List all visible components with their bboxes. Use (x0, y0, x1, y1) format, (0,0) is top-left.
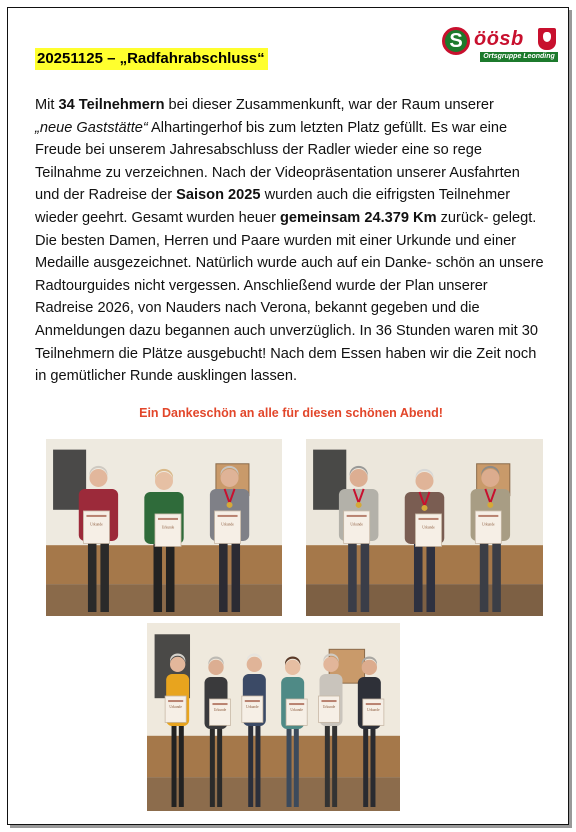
page-title: 20251125 – „Radfahrabschluss“ (35, 48, 268, 70)
logo-wordmark: öösb (474, 28, 524, 50)
certificate (242, 696, 263, 722)
certificate (318, 696, 339, 722)
closing-thanks: Ein Dankeschön an alle für diesen schönen Abend! (139, 406, 443, 420)
certificate-label: Urkunde (169, 704, 182, 709)
person-head (89, 469, 107, 487)
certificate (363, 699, 384, 725)
person-head (247, 657, 262, 672)
venue-emphasis: „neue Gaststätte“ (35, 119, 148, 136)
photo-floor (147, 777, 400, 811)
logo-subtitle: Ortsgruppe Leonding (480, 52, 558, 62)
certificate-heading-line (158, 518, 178, 520)
photo-floor (46, 584, 282, 616)
certificate-label: Urkunde (213, 707, 227, 712)
total-distance: gemeinsam 24.379 Km (279, 209, 437, 226)
certificate-label: Urkunde (350, 522, 363, 527)
person-head (481, 469, 499, 487)
medal-icon (487, 502, 493, 508)
certificate (165, 696, 186, 722)
person-head (221, 469, 239, 487)
certificate-label: Urkunde (161, 525, 175, 530)
certificate (209, 699, 230, 725)
certificate-heading-line (419, 518, 439, 520)
certificate-heading-line (245, 700, 260, 702)
person-head (323, 657, 338, 672)
certificate-label: Urkunde (482, 522, 495, 527)
photo-floor (306, 584, 543, 616)
certificate-label: Urkunde (246, 704, 259, 709)
certificate-heading-line (212, 703, 227, 705)
certificate-label: Urkunde (367, 707, 380, 712)
photo-three-men-medals (306, 439, 543, 616)
medal-icon (227, 502, 233, 508)
person-head (416, 472, 434, 490)
person-head (208, 660, 223, 675)
wood-paneling (306, 545, 543, 584)
certificate-heading-line (168, 700, 183, 702)
medal-icon (422, 505, 428, 511)
certificate-label: Urkunde (422, 525, 435, 530)
certificate-heading-line (218, 515, 238, 517)
photo-three-women-certificates (46, 439, 282, 616)
person-head (362, 660, 377, 675)
person-head (350, 469, 368, 487)
certificate-heading-line (347, 515, 367, 517)
article-body: Mit 34 Teilnehmern bei dieser Zusammenkunft, war der Raum unserer „neue Gaststätte“ Alhartingerhof bis zum letzten Platz gefüllt. Es war eine Freude bei unserem Jahresabschluss der Radler wieder eine so rege Teilnahme zu verzeichnen. Nach der Videopräsentation unserer Ausfahrten und der Radreise der Saison 2025 wurden auch die eifrigsten Teilnehmer wieder geehrt. Gesamt wurden heuer gemeinsam 24.379 Km zurück- gelegt. Die besten Damen, Herren und Paare wurden mit einer Urkunde und einer Medaille ausgezeichnet. Natürlich wurde auch auf ein Danke- schön an unsere Radtourguides nicht vergessen. Anschließend wurde der Plan unserer Radreise 2026, von Nauders nach Verona, bekannt gegeben und die Anmeldungen dazu begannen auch unverzüglich. In 36 Stunden waren mit 30 Teilnehmern die Plätze ausgebucht! Nach dem Essen haben wir die Zeit noch in gemütlicher Runde ausklingen lassen. (35, 97, 544, 385)
club-logo[interactable] (440, 24, 560, 64)
certificate-label: Urkunde (322, 704, 336, 709)
upper-austria-crest-icon (538, 28, 556, 50)
season-label: Saison 2025 (176, 187, 261, 204)
logo-s-emblem: S (442, 27, 470, 55)
wood-paneling (46, 545, 282, 584)
medal-icon (356, 502, 362, 508)
person-head (285, 660, 300, 675)
certificate-label: Urkunde (90, 522, 103, 527)
certificate-label: Urkunde (290, 707, 303, 712)
certificate-heading-line (478, 515, 498, 517)
certificate-label: Urkunde (221, 522, 234, 527)
certificate (286, 699, 307, 725)
certificate-heading-line (321, 700, 336, 702)
certificate-heading-line (289, 703, 304, 705)
wood-paneling (147, 736, 400, 777)
photo-six-guides (147, 623, 400, 811)
person-head (155, 472, 173, 490)
participant-count: 34 Teilnehmern (58, 97, 165, 113)
certificate-heading-line (366, 703, 381, 705)
certificate-heading-line (86, 515, 106, 517)
person-head (170, 657, 185, 672)
